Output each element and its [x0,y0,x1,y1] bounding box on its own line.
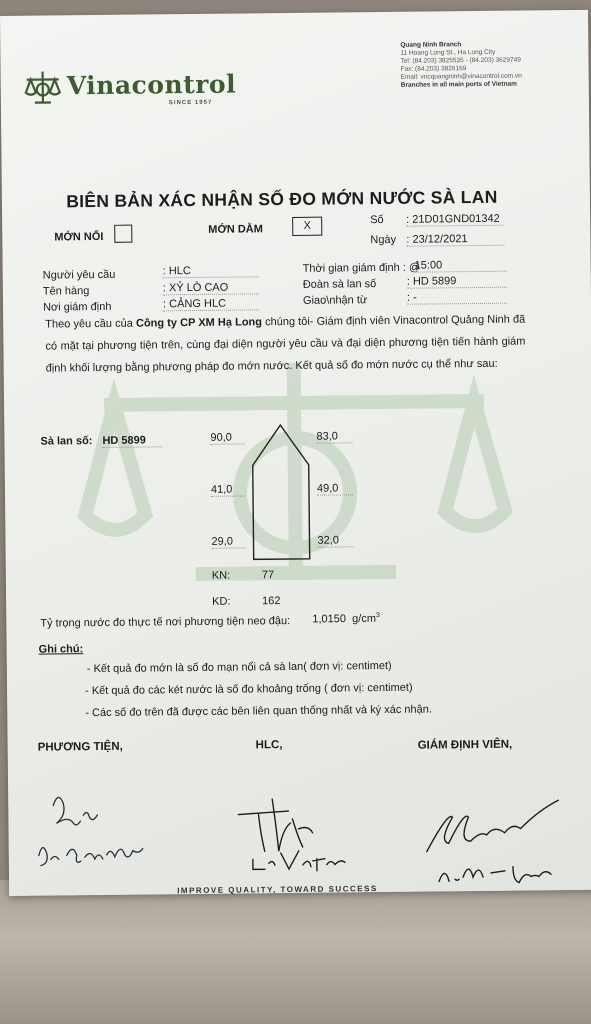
draft-mid-right: 49,0 [317,482,353,495]
sig-title-surveyor: GIÁM ĐỊNH VIÊN, [417,738,513,752]
sa-lan-so-label: Sà lan số: [40,435,93,448]
draft-mid-left: 41,0 [211,483,245,496]
footer-slogan: IMPROVE QUALITY, TOWARD SUCCESS [177,884,378,896]
ten-hang-value: : XỶ LÒ CAO [163,281,259,295]
branch-name: Quang Ninh Branch [400,41,462,49]
branch-fax: Fax: (84.203) 3826169 [400,65,467,73]
kd-value: 162 [262,595,281,608]
noi-giam-dinh-label: Nơi giám định [42,300,112,314]
nguoi-yeu-cau-value: : HLC [163,264,259,278]
mon-dam-label: MỚN DẰM [208,223,263,236]
density-unit: g/cm [352,612,377,626]
giao-nhan-label: Giao\nhận từ [302,294,368,307]
logo-since: SINCE 1957 [168,99,213,107]
note-3: - Các số đo trên đã được các bên liên quan thống nhất và ký xác nhận. [85,703,432,720]
sig-title-hlc: HLC, [255,739,283,752]
hlc-signature [228,788,359,879]
intro-company: Công ty CP XM Hạ Long [135,316,263,330]
thoi-gian-value: 15:00 [415,259,507,273]
intro-text-2: chúng tôi- Giám định viên Vinacontrol Quảng Ninh đã có mặt tại phương tiện trên, cùng đại diện người yêu cầu và đại diện phương tiện tiến hành giám định khối lượng bằng phương pháp đo mớn nước. Kết quả số đo mớn nước cụ thể như sau: [45,313,526,375]
document-title: BIÊN BẢN XÁC NHẬN SỐ ĐO MỚN NƯỚC SÀ LAN [66,186,498,212]
branch-address: 11 Hoang Long St., Ha Long City [400,48,496,57]
density-label: Tỷ trọng nước đo thực tế nơi phương tiện neo đậu: [40,614,291,630]
kn-value: 77 [261,569,275,582]
ngay-value: : 23/12/2021 [406,233,504,247]
kd-label: KD: [212,595,231,608]
mon-noi-checkbox [114,225,132,243]
document-page [0,10,591,896]
vinacontrol-scale-icon [23,67,63,107]
branch-email: Email: vncquangninh@vinacontrol.com.vn [400,72,522,81]
so-label: Số [370,213,384,227]
draft-fore-left: 90,0 [210,431,244,444]
mon-noi-label: MỚN NỔI [54,230,104,244]
sa-lan-so-value: HD 5899 [102,434,162,448]
note-2: - Kết quả đo các két nước là số đo khoảng trống ( đơn vị: centimet) [85,681,413,698]
ten-hang-label: Tên hàng [42,285,90,298]
company-logo-text: Vinacontrol [66,69,237,101]
doan-sa-lan-value: : HD 5899 [407,275,507,289]
branch-info [400,41,522,90]
nguoi-yeu-cau-label: Người yêu cầu [42,268,116,282]
note-1: - Kết quả đo mớn là số đo mạn nổi cả sà lan( đơn vị: centimet) [86,659,392,676]
branch-ports: Branches in all main ports of Vietnam [400,80,517,89]
surveyor-signature [408,780,579,892]
noi-giam-dinh-value: : CẢNG HLC [163,297,259,311]
mon-dam-checkbox: X [292,217,322,236]
density-number: 1,0150 [312,613,347,626]
thoi-gian-label: Thời gian giám định : @ [302,261,421,275]
giao-nhan-value: : - [407,291,507,305]
draft-fore-right: 83,0 [316,430,352,443]
draft-aft-right: 32,0 [317,534,353,547]
background-surface [0,880,591,1024]
ngay-label: Ngày [370,233,397,247]
kn-label: KN: [211,569,231,582]
branch-tel: Tel: (84.203) 3825535 - (84.203) 3629749 [400,56,521,65]
sig-title-vessel: PHƯƠNG TIỆN, [37,740,123,754]
so-value: : 21D01GND01342 [406,213,504,227]
doan-sa-lan-label: Đoàn sà lan số [302,278,377,291]
intro-text-1: Theo yêu cầu của [45,317,137,331]
notes-title: Ghi chú: [38,643,84,656]
vessel-signature [28,784,169,875]
density-unit-exp: 3 [375,612,380,620]
intro-paragraph [45,309,526,380]
barge-shape [250,423,311,564]
density-value [312,612,380,625]
draft-aft-left: 29,0 [211,535,245,548]
